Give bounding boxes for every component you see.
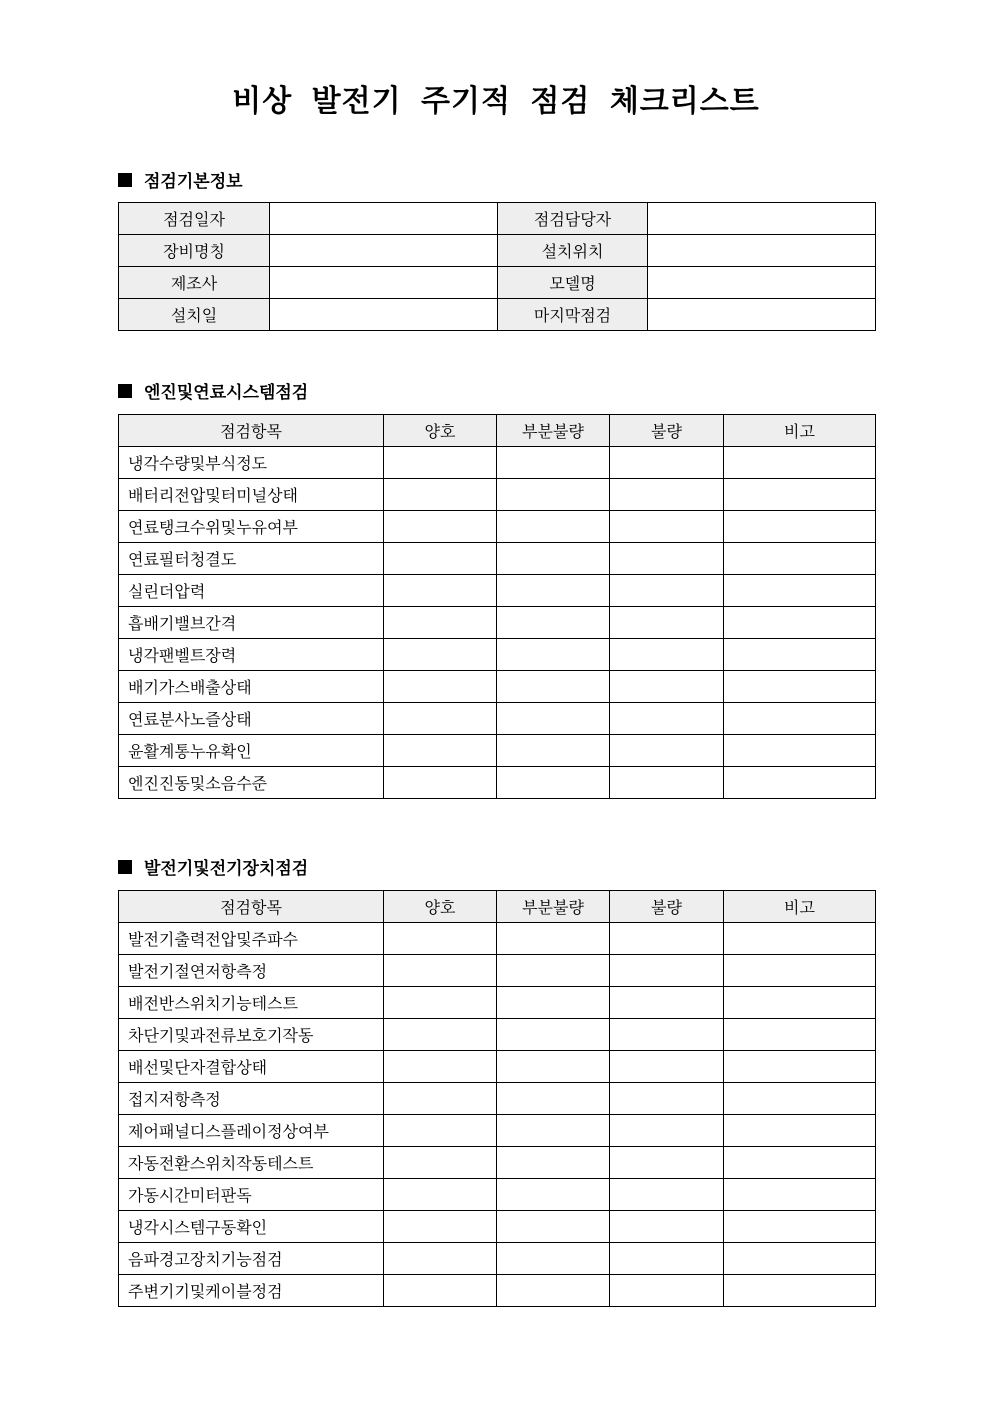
partial-defect-check-cell[interactable]: [497, 1051, 610, 1083]
column-header: 점검항목: [119, 415, 384, 447]
remarks-cell[interactable]: [724, 955, 876, 987]
check-item-label: 차단기및과전류보호기작동: [119, 1019, 384, 1051]
check-item-label: 배전반스위치기능테스트: [119, 987, 384, 1019]
remarks-cell[interactable]: [724, 1115, 876, 1147]
defect-check-cell[interactable]: [610, 703, 724, 735]
remarks-cell[interactable]: [724, 703, 876, 735]
good-check-cell[interactable]: [384, 987, 497, 1019]
remarks-cell[interactable]: [724, 987, 876, 1019]
defect-check-cell[interactable]: [610, 1083, 724, 1115]
checklist-row: [119, 543, 876, 575]
defect-check-cell[interactable]: [610, 607, 724, 639]
info-value-field[interactable]: [270, 203, 498, 235]
check-item-label: 실린더압력: [119, 575, 384, 607]
remarks-cell[interactable]: [724, 1019, 876, 1051]
partial-defect-check-cell[interactable]: [497, 735, 610, 767]
good-check-cell[interactable]: [384, 671, 497, 703]
checklist-row: [119, 1211, 876, 1243]
info-value-field[interactable]: [270, 235, 498, 267]
remarks-cell[interactable]: [724, 923, 876, 955]
partial-defect-check-cell[interactable]: [497, 575, 610, 607]
partial-defect-check-cell[interactable]: [497, 1179, 610, 1211]
check-item-label: 냉각시스템구동확인: [119, 1211, 384, 1243]
defect-check-cell[interactable]: [610, 447, 724, 479]
column-header: 부분불량: [497, 891, 610, 923]
info-row: [119, 235, 876, 267]
checklist-row: [119, 767, 876, 799]
square-bullet-icon: [118, 173, 132, 187]
defect-check-cell[interactable]: [610, 1275, 724, 1307]
square-bullet-icon: [118, 384, 132, 398]
partial-defect-check-cell[interactable]: [497, 1147, 610, 1179]
defect-check-cell[interactable]: [610, 767, 724, 799]
remarks-cell[interactable]: [724, 639, 876, 671]
good-check-cell[interactable]: [384, 923, 497, 955]
check-item-label: 연료필터청결도: [119, 543, 384, 575]
section-heading-label: 엔진및연료시스템점검: [144, 383, 309, 403]
info-value-field[interactable]: [648, 235, 876, 267]
defect-check-cell[interactable]: [610, 543, 724, 575]
good-check-cell[interactable]: [384, 1019, 497, 1051]
remarks-cell[interactable]: [724, 543, 876, 575]
partial-defect-check-cell[interactable]: [497, 703, 610, 735]
good-check-cell[interactable]: [384, 575, 497, 607]
partial-defect-check-cell[interactable]: [497, 923, 610, 955]
checklist-row: [119, 923, 876, 955]
good-check-cell[interactable]: [384, 1243, 497, 1275]
checklist-row: [119, 987, 876, 1019]
info-value-field[interactable]: [648, 299, 876, 331]
remarks-cell[interactable]: [724, 1211, 876, 1243]
check-item-label: 배선및단자결합상태: [119, 1051, 384, 1083]
check-item-label: 자동전환스위치작동테스트: [119, 1147, 384, 1179]
check-item-label: 가동시간미터판독: [119, 1179, 384, 1211]
partial-defect-check-cell[interactable]: [497, 767, 610, 799]
remarks-cell[interactable]: [724, 1243, 876, 1275]
page-title: 비상 발전기 주기적 점검 체크리스트: [232, 84, 760, 119]
info-value-field[interactable]: [270, 299, 498, 331]
section-heading-generator-electric: [118, 854, 308, 879]
defect-check-cell[interactable]: [610, 639, 724, 671]
generator-electric-checklist-table: [118, 890, 876, 1307]
remarks-cell[interactable]: [724, 447, 876, 479]
remarks-cell[interactable]: [724, 479, 876, 511]
partial-defect-check-cell[interactable]: [497, 543, 610, 575]
checklist-row: [119, 511, 876, 543]
good-check-cell[interactable]: [384, 639, 497, 671]
checklist-row: [119, 1019, 876, 1051]
check-item-label: 접지저항측정: [119, 1083, 384, 1115]
header-row: [119, 891, 876, 923]
defect-check-cell[interactable]: [610, 479, 724, 511]
check-item-label: 연료분사노즐상태: [119, 703, 384, 735]
checklist-row: [119, 1179, 876, 1211]
remarks-cell[interactable]: [724, 575, 876, 607]
defect-check-cell[interactable]: [610, 1019, 724, 1051]
checklist-row: [119, 1051, 876, 1083]
defect-check-cell[interactable]: [610, 1115, 724, 1147]
info-row: [119, 203, 876, 235]
checklist-row: [119, 1275, 876, 1307]
check-item-label: 엔진진동및소음수준: [119, 767, 384, 799]
defect-check-cell[interactable]: [610, 575, 724, 607]
info-label: 점검담당자: [498, 203, 648, 235]
defect-check-cell[interactable]: [610, 511, 724, 543]
partial-defect-check-cell[interactable]: [497, 1275, 610, 1307]
partial-defect-check-cell[interactable]: [497, 1243, 610, 1275]
defect-check-cell[interactable]: [610, 1243, 724, 1275]
defect-check-cell[interactable]: [610, 735, 724, 767]
check-item-label: 음파경고장치기능점검: [119, 1243, 384, 1275]
good-check-cell[interactable]: [384, 703, 497, 735]
good-check-cell[interactable]: [384, 447, 497, 479]
partial-defect-check-cell[interactable]: [497, 607, 610, 639]
header-row: [119, 415, 876, 447]
checklist-row: [119, 1115, 876, 1147]
remarks-cell[interactable]: [724, 735, 876, 767]
column-header: 불량: [610, 891, 724, 923]
good-check-cell[interactable]: [384, 1115, 497, 1147]
section-heading-engine-fuel: [118, 378, 308, 403]
checklist-row: [119, 1147, 876, 1179]
checklist-row: [119, 955, 876, 987]
partial-defect-check-cell[interactable]: [497, 987, 610, 1019]
partial-defect-check-cell[interactable]: [497, 955, 610, 987]
checklist-row: [119, 735, 876, 767]
info-label: 설치일: [119, 299, 270, 331]
checklist-row: [119, 575, 876, 607]
basic-info-table: [118, 202, 876, 331]
info-label: 장비명칭: [119, 235, 270, 267]
check-item-label: 배터리전압및터미널상태: [119, 479, 384, 511]
defect-check-cell[interactable]: [610, 671, 724, 703]
column-header: 불량: [610, 415, 724, 447]
checklist-row: [119, 671, 876, 703]
checklist-row: [119, 639, 876, 671]
check-item-label: 냉각팬벨트장력: [119, 639, 384, 671]
checklist-row: [119, 1243, 876, 1275]
good-check-cell[interactable]: [384, 1051, 497, 1083]
column-header: 비고: [724, 415, 876, 447]
check-item-label: 발전기출력전압및주파수: [119, 923, 384, 955]
good-check-cell[interactable]: [384, 955, 497, 987]
engine-fuel-checklist-table: [118, 414, 876, 799]
info-row: [119, 299, 876, 331]
partial-defect-check-cell[interactable]: [497, 1019, 610, 1051]
info-row: [119, 267, 876, 299]
good-check-cell[interactable]: [384, 767, 497, 799]
check-item-label: 흡배기밸브간격: [119, 607, 384, 639]
good-check-cell[interactable]: [384, 1211, 497, 1243]
info-value-field[interactable]: [648, 267, 876, 299]
info-value-field[interactable]: [270, 267, 498, 299]
section-heading-label: 발전기및전기장치점검: [144, 859, 309, 879]
defect-check-cell[interactable]: [610, 1147, 724, 1179]
info-label: 점검일자: [119, 203, 270, 235]
check-item-label: 제어패널디스플레이정상여부: [119, 1115, 384, 1147]
column-header: 양호: [384, 415, 497, 447]
check-item-label: 윤활계통누유확인: [119, 735, 384, 767]
checklist-row: [119, 607, 876, 639]
remarks-cell[interactable]: [724, 767, 876, 799]
defect-check-cell[interactable]: [610, 1051, 724, 1083]
partial-defect-check-cell[interactable]: [497, 511, 610, 543]
partial-defect-check-cell[interactable]: [497, 479, 610, 511]
info-value-field[interactable]: [648, 203, 876, 235]
checklist-row: [119, 703, 876, 735]
section-heading-label: 점검기본정보: [144, 172, 243, 192]
good-check-cell[interactable]: [384, 1179, 497, 1211]
column-header: 비고: [724, 891, 876, 923]
check-item-label: 연료탱크수위및누유여부: [119, 511, 384, 543]
remarks-cell[interactable]: [724, 1147, 876, 1179]
check-item-label: 배기가스배출상태: [119, 671, 384, 703]
good-check-cell[interactable]: [384, 511, 497, 543]
column-header: 점검항목: [119, 891, 384, 923]
good-check-cell[interactable]: [384, 543, 497, 575]
info-label: 제조사: [119, 267, 270, 299]
partial-defect-check-cell[interactable]: [497, 639, 610, 671]
good-check-cell[interactable]: [384, 1147, 497, 1179]
good-check-cell[interactable]: [384, 479, 497, 511]
info-label: 마지막점검: [498, 299, 648, 331]
square-bullet-icon: [118, 860, 132, 874]
section-heading-basic-info: [118, 167, 243, 192]
defect-check-cell[interactable]: [610, 923, 724, 955]
remarks-cell[interactable]: [724, 511, 876, 543]
remarks-cell[interactable]: [724, 1275, 876, 1307]
defect-check-cell[interactable]: [610, 1211, 724, 1243]
good-check-cell[interactable]: [384, 607, 497, 639]
checklist-row: [119, 479, 876, 511]
defect-check-cell[interactable]: [610, 1179, 724, 1211]
partial-defect-check-cell[interactable]: [497, 671, 610, 703]
remarks-cell[interactable]: [724, 1083, 876, 1115]
defect-check-cell[interactable]: [610, 955, 724, 987]
good-check-cell[interactable]: [384, 1083, 497, 1115]
partial-defect-check-cell[interactable]: [497, 1115, 610, 1147]
check-item-label: 발전기절연저항측정: [119, 955, 384, 987]
remarks-cell[interactable]: [724, 1179, 876, 1211]
partial-defect-check-cell[interactable]: [497, 447, 610, 479]
good-check-cell[interactable]: [384, 1275, 497, 1307]
column-header: 양호: [384, 891, 497, 923]
check-item-label: 주변기기및케이블정검: [119, 1275, 384, 1307]
remarks-cell[interactable]: [724, 607, 876, 639]
partial-defect-check-cell[interactable]: [497, 1083, 610, 1115]
column-header: 부분불량: [497, 415, 610, 447]
defect-check-cell[interactable]: [610, 987, 724, 1019]
good-check-cell[interactable]: [384, 735, 497, 767]
checklist-row: [119, 1083, 876, 1115]
check-item-label: 냉각수량및부식정도: [119, 447, 384, 479]
info-label: 모델명: [498, 267, 648, 299]
remarks-cell[interactable]: [724, 671, 876, 703]
info-label: 설치위치: [498, 235, 648, 267]
remarks-cell[interactable]: [724, 1051, 876, 1083]
checklist-row: [119, 447, 876, 479]
partial-defect-check-cell[interactable]: [497, 1211, 610, 1243]
